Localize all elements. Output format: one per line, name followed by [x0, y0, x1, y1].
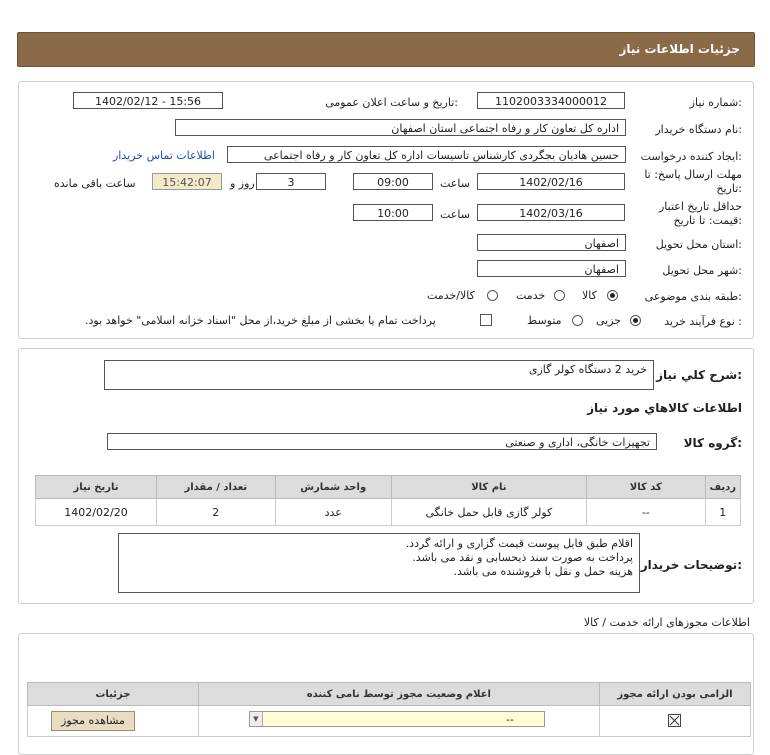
cell-qty: 2 — [157, 499, 276, 526]
col-code: کد کالا — [587, 476, 706, 499]
chevron-down-icon[interactable]: ▼ — [250, 712, 263, 726]
cell-date: 1402/02/20 — [36, 499, 157, 526]
deadline-label-line1: مهلت ارسال پاسخ: تا — [644, 168, 742, 181]
page-title: جزئیات اطلاعات نیاز — [619, 42, 740, 56]
validity-time-field[interactable]: 10:00 — [353, 204, 433, 221]
category-service-label: خدمت — [516, 289, 546, 302]
buyer-org-field[interactable]: اداره کل تعاون کار و رفاه اجتماعی استان اصفهان — [175, 119, 626, 136]
col-qty: تعداد / مقدار — [157, 476, 276, 499]
deadline-time-label: ساعت — [440, 177, 470, 190]
col-unit: واحد شمارش — [275, 476, 391, 499]
validity-time-label: ساعت — [440, 208, 470, 221]
category-service-radio[interactable] — [554, 290, 565, 301]
time-remaining-field: 15:42:07 — [152, 173, 222, 190]
need-number-field[interactable]: 1102003334000012 — [477, 92, 625, 109]
col-row: ردیف — [705, 476, 740, 499]
cell-row: 1 — [705, 499, 740, 526]
summary-field[interactable]: خرید 2 دستگاه کولر گازی — [104, 360, 654, 390]
treasury-payment-note: پرداخت تمام یا بخشی از مبلغ خرید،از محل "اسناد خزانه اسلامی" خواهد بود. — [85, 314, 436, 327]
cell-unit: عدد — [275, 499, 391, 526]
perm-details-cell — [28, 706, 199, 737]
need-number-label: شماره نیاز: — [689, 96, 742, 109]
buyer-contact-link[interactable]: اطلاعات تماس خریدار — [113, 149, 215, 162]
perm-col-required: الزامی بودن ارائه مجوز — [599, 683, 750, 706]
buyer-org-label: نام دستگاه خریدار: — [655, 123, 742, 136]
announce-datetime-field[interactable]: 1402/02/12 - 15:56 — [73, 92, 223, 109]
table-row — [28, 706, 751, 737]
permits-table — [27, 682, 751, 737]
perm-required-cell — [599, 706, 750, 737]
summary-label: شرح کلي نياز: — [656, 368, 742, 382]
col-date: تاریخ نیاز — [36, 476, 157, 499]
delivery-province-label: استان محل تحویل: — [655, 238, 742, 251]
delivery-province-field[interactable]: اصفهان — [477, 234, 626, 251]
goods-section-title: اطلاعات کالاهاي مورد نياز — [587, 401, 742, 415]
process-minor-radio[interactable] — [630, 315, 641, 326]
deadline-time-field[interactable]: 09:00 — [353, 173, 433, 190]
permit-status-value: -- — [505, 713, 514, 726]
goods-group-field[interactable]: تجهیزات خانگی، اداری و صنعتی — [107, 433, 657, 450]
process-minor-label: جزیی — [596, 314, 622, 327]
treasury-payment-checkbox[interactable] — [480, 314, 492, 326]
buyer-notes-label: توضیحات خریدار: — [640, 558, 742, 572]
buyer-notes-field[interactable]: اقلام طبق فایل پیوست قیمت گزاری و ارائه گردد. پرداخت به صورت سند ذیحسابی و نقد می باشد. هزینه حمل و نقل با فروشنده می باشد. — [118, 533, 640, 593]
requester-label: ایجاد کننده درخواست: — [640, 150, 742, 163]
permits-section-title: اطلاعات مجوزهای ارائه خدمت / کالا — [583, 616, 750, 629]
view-permit-button[interactable]: مشاهده مجوز — [51, 711, 135, 731]
deadline-label-line2: تاریخ: — [716, 182, 742, 195]
category-goods-radio[interactable] — [607, 290, 618, 301]
col-name: نام کالا — [391, 476, 586, 499]
category-goods-label: کالا — [582, 289, 597, 302]
delivery-city-field[interactable]: اصفهان — [477, 260, 626, 277]
announce-datetime-label: تاریخ و ساعت اعلان عمومی: — [325, 96, 458, 109]
checkbox-crossed-icon[interactable] — [668, 714, 681, 727]
validity-label-line2: قیمت: تا تاریخ: — [673, 214, 742, 227]
cell-code: -- — [587, 499, 706, 526]
category-goods-service-label: کالا/خدمت — [427, 289, 475, 302]
page-header — [17, 32, 755, 67]
table-row — [36, 499, 741, 526]
goods-group-label: گروه کالا: — [683, 436, 742, 450]
cell-name: کولر گازی قابل حمل خانگی — [391, 499, 586, 526]
requester-field[interactable]: حسین هادیان بجگردی کارشناس تاسیسات اداره کل تعاون کار و رفاه اجتماعی — [227, 146, 626, 163]
delivery-city-label: شهر محل تحویل: — [662, 264, 742, 277]
days-remaining-field[interactable]: 3 — [256, 173, 326, 190]
process-medium-label: متوسط — [527, 314, 562, 327]
category-goods-service-radio[interactable] — [487, 290, 498, 301]
goods-table — [35, 475, 741, 526]
validity-label-line1: حداقل تاریخ اعتبار — [658, 200, 742, 213]
perm-col-details: جزئیات — [28, 683, 199, 706]
days-label: روز و — [230, 177, 255, 190]
process-type-label: نوع فرآیند خرید : — [664, 315, 742, 328]
perm-status-cell — [198, 706, 599, 737]
process-medium-radio[interactable] — [572, 315, 583, 326]
time-remaining-label: ساعت باقی مانده — [54, 177, 136, 190]
permit-status-select[interactable] — [249, 711, 545, 727]
category-label: طبقه بندی موضوعی: — [644, 290, 742, 303]
validity-date-field[interactable]: 1402/03/16 — [477, 204, 625, 221]
deadline-date-field[interactable]: 1402/02/16 — [477, 173, 625, 190]
perm-col-status: اعلام وضعیت مجوز توسط نامی کننده — [198, 683, 599, 706]
